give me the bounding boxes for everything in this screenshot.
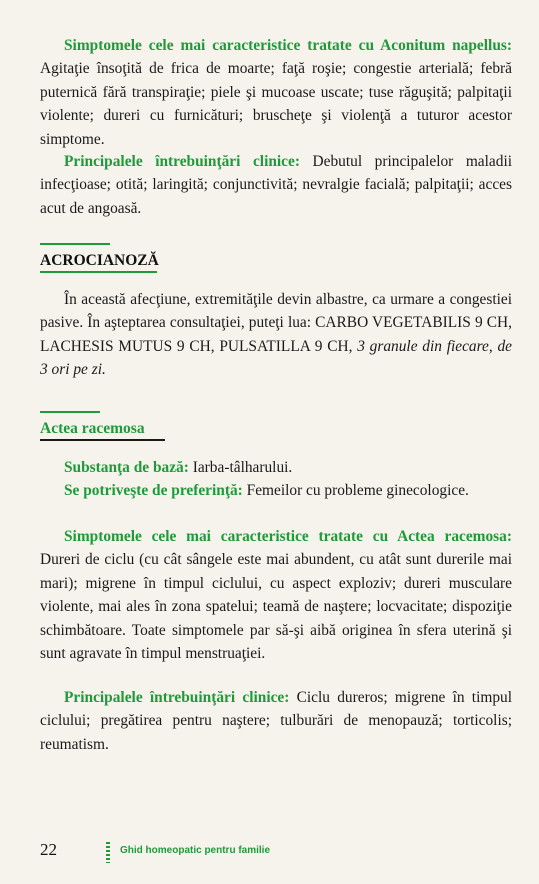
actea-heading [40,420,145,438]
actea-uses-label: Principalele întrebuinţări clinice: [64,689,290,706]
actea-underline [40,439,165,441]
actea-substance-paragraph [40,456,512,479]
actea-title: Actea racemosa [40,420,145,437]
acrocianoza-dosage: 3 granule din fiecare, de 3 ori pe zi. [40,337,512,379]
acrocianoza-paragraph [40,288,512,382]
actea-suits-text: Femeilor cu probleme ginecologice. [242,482,469,499]
actea-uses-paragraph [40,686,512,756]
actea-symptoms-label: Simptomele cele mai caracteristice tratate cu Actea racemosa: [64,528,512,545]
actea-symptoms-paragraph [40,525,512,665]
heading-top-rule [40,243,110,245]
acrocianoza-text: În această afecţiune, extremităţile devin albastre, ca urmare a congestiei pasive. În aşteptarea consultaţiei, puteţi lua: CARBO VEGETABILIS 9 CH, LACHESIS MUTUS 9 CH, PULSATILLA 9 CH, [40,291,512,355]
footer-ornament [106,842,110,863]
page-footer [40,838,460,864]
aconitum-symptoms-label: Simptomele cele mai caracteristice tratate cu Aconitum napellus: [64,37,512,54]
footer-book-title: Ghid homeopatic pentru familie [120,845,271,856]
aconitum-symptoms-text: Agitaţie însoţită de frica de moarte; faţă roşie; congestie arterială; febră puternică fără transpiraţie; piele şi mucoase uscate; tuse răguşită; palpitaţii violente; dureri cu furnicături; bruscheţe şi violenţă a tuturor acestor simptome. [40,60,512,148]
actea-top-rule [40,411,100,413]
actea-suits-label: Se potriveşte de preferinţă: [64,482,243,499]
actea-suits-paragraph [40,479,512,502]
aconitum-uses-paragraph [40,150,512,220]
actea-uses-text: Ciclu dureros; migrene în timpul ciclului; pregătirea pentru naştere; tulburări de menopauză; torticolis; reumatism. [40,689,513,753]
aconitum-symptoms-paragraph [40,34,512,151]
page-number: 22 [40,840,57,859]
acrocianoza-title: ACROCIANOZĂ [40,252,159,269]
actea-substance-label: Substanţa de bază: [64,459,189,476]
acrocianoza-heading [40,252,159,270]
actea-symptoms-text: Dureri de ciclu (cu cât sângele este mai abundent, cu atât sunt durerile mai mari); migrene în timpul ciclului, cu aspect exploziv; dureri musculare violente, mai ales în zona spatelui; teamă de naştere; locvacitate; dispoziţie schimbătoare. Toate simptomele par să-şi aibă originea în sfera uterină şi sunt agravate în timpul menstruaţiei. [40,551,512,663]
actea-substance-text: Iarba-tâlharului. [188,459,293,476]
aconitum-uses-text: Debutul principalelor maladii infecţioase; otită; laringită; conjunctivită; nevralgie facială; palpitaţii; acces acut de angoasă. [40,153,512,217]
aconitum-uses-label: Principalele întrebuinţări clinice: [64,153,300,170]
heading-underline [40,271,157,273]
